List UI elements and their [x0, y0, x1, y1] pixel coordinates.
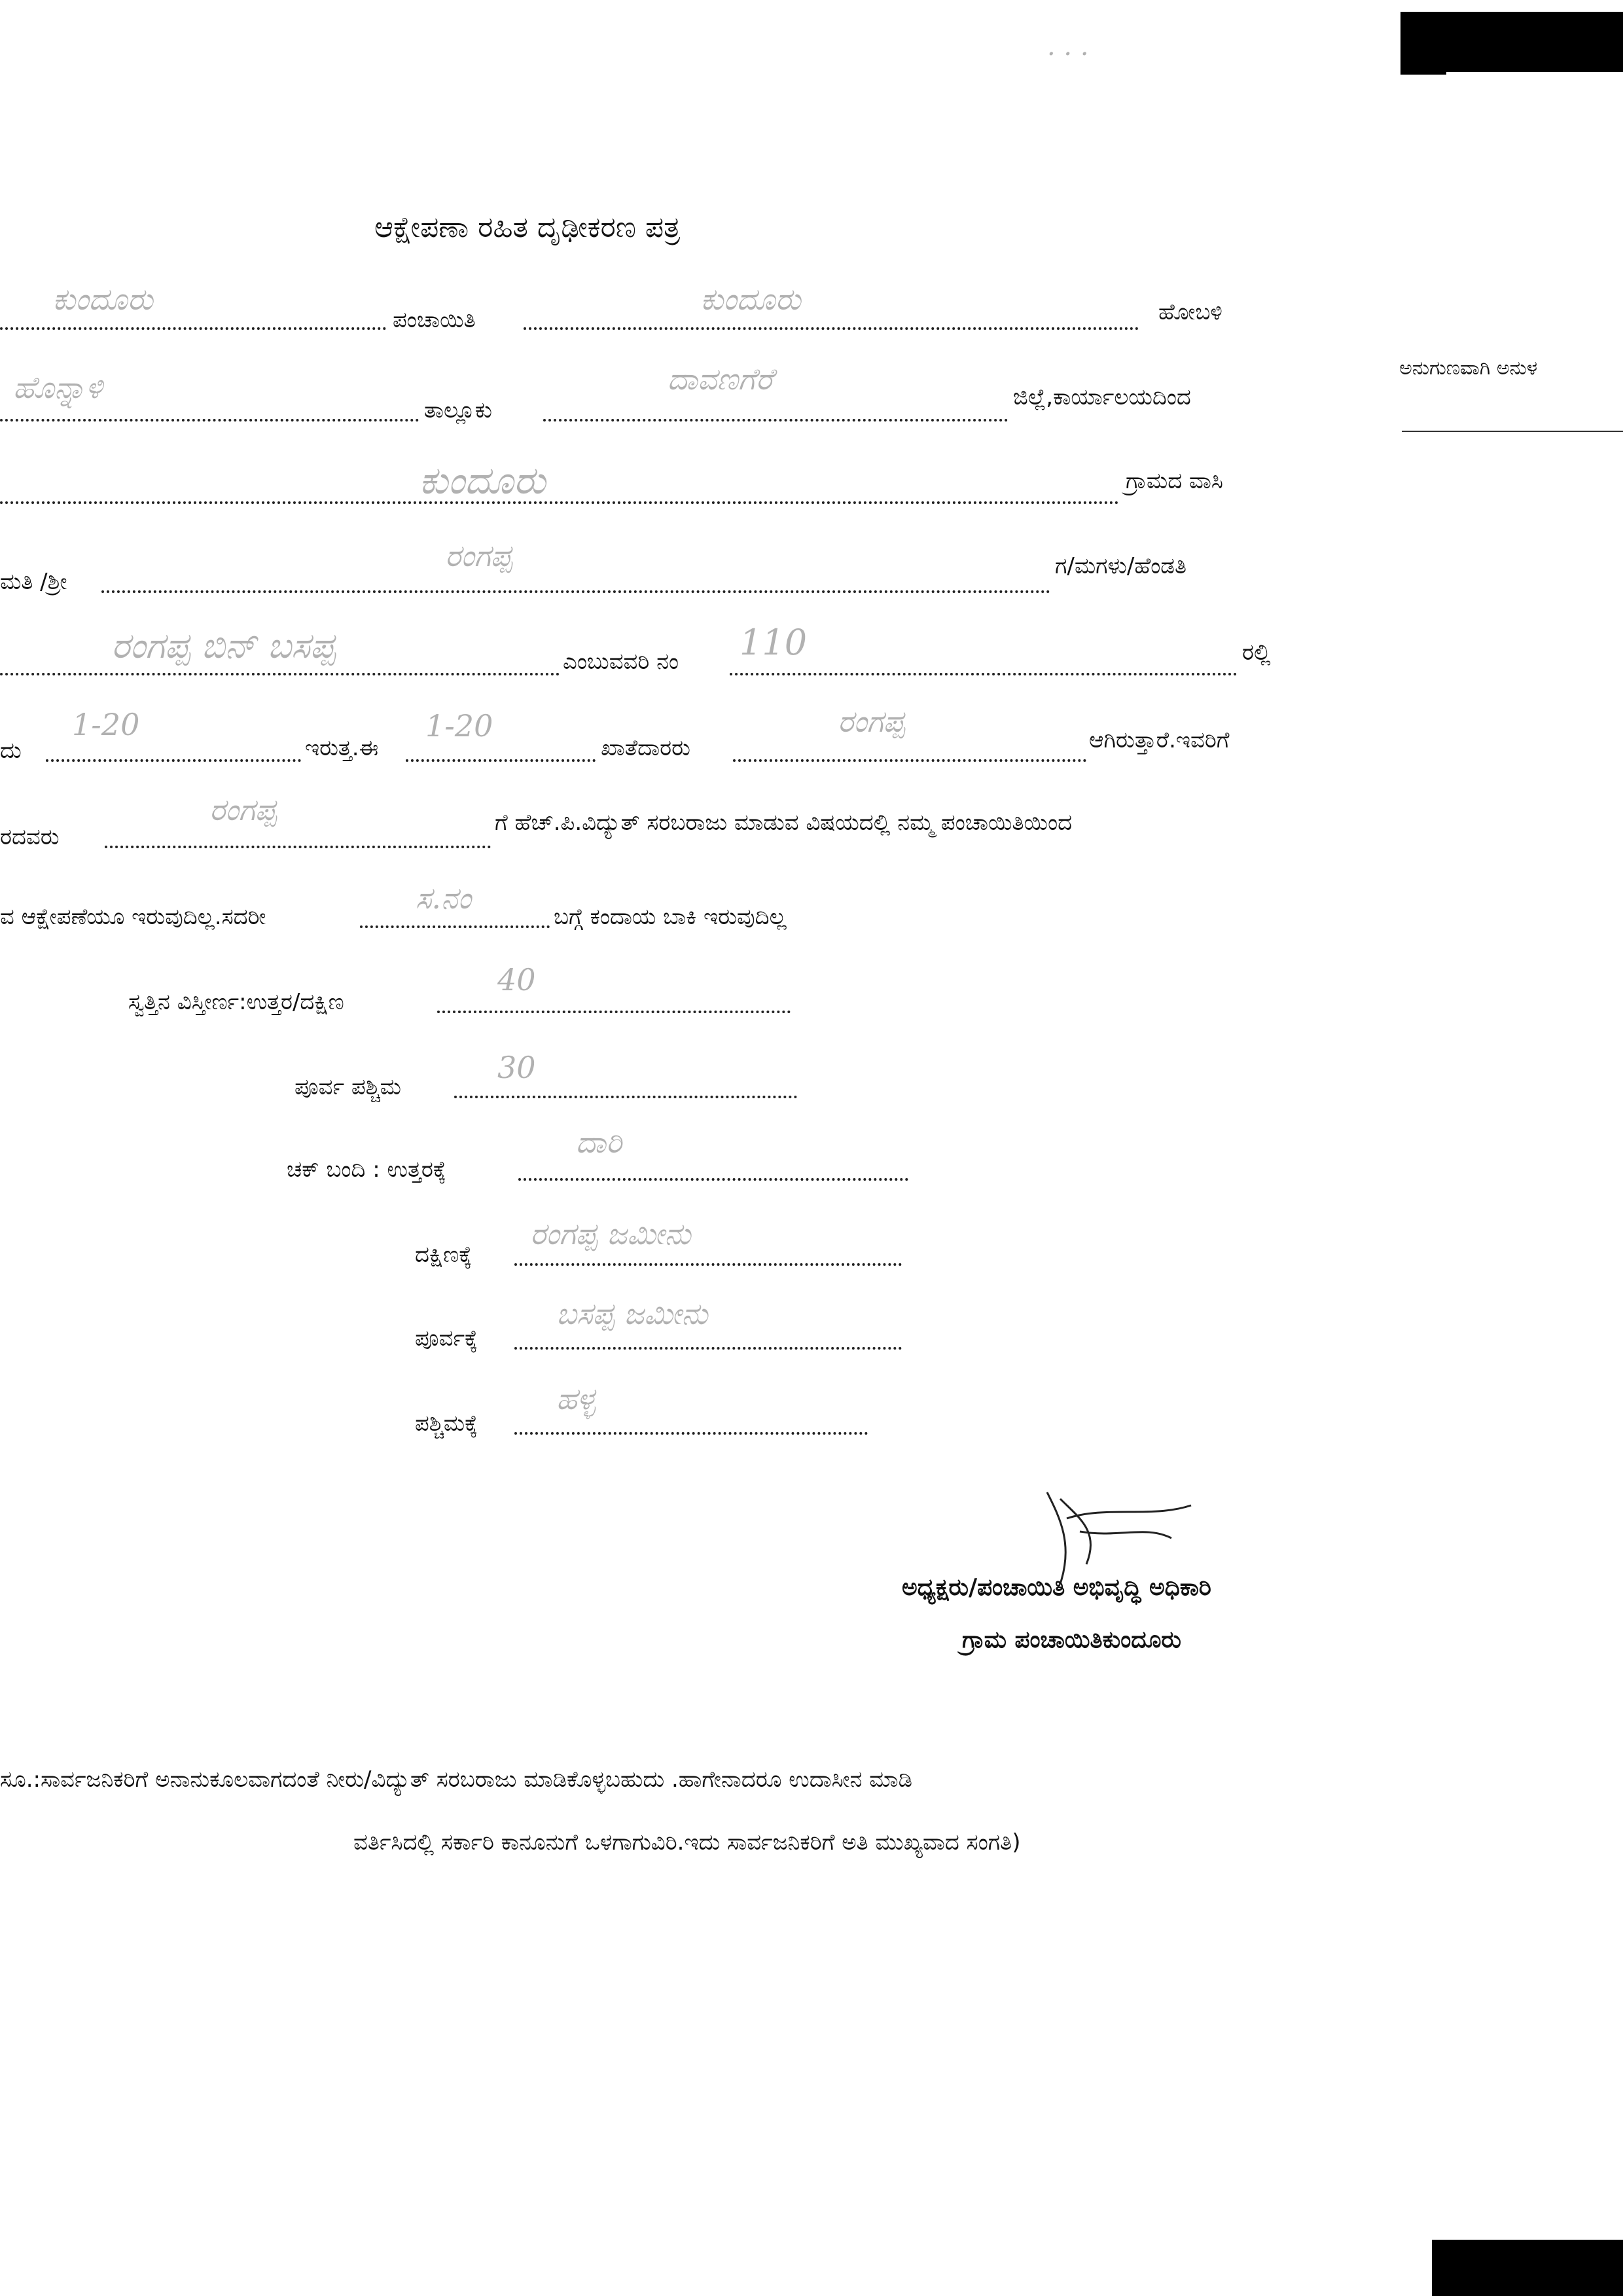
dotted-field	[514, 1263, 902, 1266]
handwritten-west-boundary: ಹಳ್ಳ	[556, 1381, 596, 1416]
label-hp-supply: ಗೆ ಹೆಚ್.ಪಿ.ವಿದ್ಯುತ್ ಸರಬರಾಜು ಮಾಡುವ ವಿಷಯದಲ್ಲಿ ನಮ್ಮ ಪಂಚಾಯಿತಿಯಿಂದ	[495, 810, 1073, 836]
label-north-south: ಸ್ವತ್ತಿನ ವಿಸ್ತೀರ್ಣ:ಉತ್ತರ/ದಕ್ಷಿಣ	[128, 989, 344, 1015]
dotted-field	[0, 673, 560, 675]
dotted-field	[360, 925, 550, 928]
note-line-2: ವರ್ತಿಸಿದಲ್ಲಿ ಸರ್ಕಾರಿ ಕಾನೂನುಗೆ ಒಳಗಾಗುವಿರಿ.ಇದು ಸಾರ್ವಜನಿಕರಿಗೆ ಅತಿ ಮುಖ್ಯವಾದ ಸಂಗತಿ)	[353, 1829, 1021, 1856]
handwritten-panchayat: ಕುಂದೂರು	[52, 281, 153, 317]
page-number-mark: · · ·	[1047, 39, 1089, 69]
handwritten-extent-2: 1-20	[425, 708, 493, 744]
dotted-field	[518, 1178, 908, 1181]
handwritten-south-boundary: ರಂಗಪ್ಪ ಜಮೀನು	[530, 1216, 691, 1251]
dotted-field	[454, 1096, 797, 1098]
label-south: ದಕ್ಷಿಣಕ್ಕೆ	[415, 1242, 473, 1268]
dotted-field	[406, 759, 596, 762]
page-title: ಆಕ್ಷೇಪಣಾ ರಹಿತ ದೃಢೀಕರಣ ಪತ್ರ	[374, 211, 681, 244]
dotted-field	[514, 1347, 902, 1350]
handwritten-applicant: ರಂಗಪ್ಪ	[209, 792, 277, 827]
scan-mark-top-right-notch	[1400, 65, 1446, 75]
dotted-field	[101, 590, 1050, 593]
handwritten-extent: 1-20	[72, 707, 140, 742]
signatory-designation: ಅಧ್ಯಕ್ಷರು/ಪಂಚಾಯಿತಿ ಅಭಿವೃದ್ಧಿ ಅಧಿಕಾರಿ	[902, 1574, 1211, 1601]
label-shri: ಮತಿ /ಶ್ರೀ	[0, 569, 67, 595]
office-place: ಕುಂದೂರು	[1102, 1626, 1181, 1653]
dotted-field	[730, 673, 1237, 675]
handwritten-hobali: ಕುಂದೂರು	[700, 281, 801, 317]
label-jille: ಜಿಲ್ಲೆ,ಕಾರ್ಯಾಲಯದಿಂದ	[1013, 384, 1191, 410]
label-east: ಪೂರ್ವಕ್ಕೆ	[415, 1325, 478, 1352]
label-chakbandi-north: ಚಕ್ ಬಂದಿ : ಉತ್ತರಕ್ಕೆ	[287, 1157, 446, 1183]
label-maga-magalu: ಗ/ಮಗಳು/ಹೆಂಡತಿ	[1055, 553, 1186, 579]
label-east-west: ಪೂರ್ವ ಪಶ್ಚಿಮ	[294, 1074, 401, 1100]
dotted-field	[0, 327, 386, 330]
dotted-field	[543, 419, 1008, 422]
office-name: ಗ್ರಾಮ ಪಂಚಾಯಿತಿ	[962, 1626, 1103, 1653]
label-khatedararu: ಖಾತೆದಾರರು	[601, 735, 690, 761]
signatory-office	[962, 1628, 1181, 1652]
label-taluku: ತಾಲ್ಲೂಕು	[424, 397, 492, 423]
dotted-field	[524, 327, 1139, 330]
dotted-field	[514, 1432, 868, 1435]
handwritten-taluk: ಹೊನ್ನಾಳಿ	[13, 370, 103, 405]
label-iruttha: ಇರುತ್ತ.ಈ	[305, 735, 379, 761]
handwritten-district: ದಾವಣಗೆರೆ	[668, 361, 773, 397]
handwritten-khatedar: ರಂಗಪ್ಪ	[838, 704, 905, 739]
label-embuvavari: ಎಂಬುವವರಿ ನಂ	[563, 649, 679, 675]
scan-mark-bottom-right	[1432, 2240, 1623, 2296]
adjacent-page-rule	[1402, 431, 1623, 432]
handwritten-property: ಸ.ನಂ	[416, 880, 472, 916]
label-hobali: ಹೋಬಳಿ	[1158, 299, 1222, 325]
dotted-field	[46, 759, 301, 762]
label-no-objection: ವ ಆಕ್ಷೇಪಣೆಯೂ ಇರುವುದಿಲ್ಲ.ಸದರೀ	[0, 904, 266, 930]
handwritten-village: ಕುಂದೂರು	[419, 458, 546, 503]
handwritten-north-boundary: ದಾರಿ	[576, 1124, 622, 1160]
label-ralli: ರಲ್ಲಿ	[1242, 639, 1271, 666]
dotted-field	[0, 419, 419, 422]
handwritten-survey-no: 110	[740, 622, 808, 663]
handwritten-father-name: ರಂಗಪ್ಪ ಬಿನ್ ಬಸಪ್ಪ	[111, 625, 336, 666]
label-gramada-vasi: ಗ್ರಾಮದ ವಾಸಿ	[1126, 468, 1223, 494]
handwritten-north-south: 40	[497, 962, 536, 997]
dotted-field	[733, 759, 1086, 762]
label-radavaru: ರದವರು	[0, 824, 60, 850]
label-no-tax-due: ಬಗ್ಗೆ ಕಂದಾಯ ಬಾಕಿ ಇರುವುದಿಲ್ಲ	[554, 904, 787, 930]
label-agiruttare: ಆಗಿರುತ್ತಾರೆ.ಇವರಿಗೆ	[1089, 727, 1230, 753]
label-du: ದು	[0, 738, 22, 764]
label-west: ಪಶ್ಚಿಮಕ್ಕೆ	[415, 1410, 478, 1437]
dotted-field	[0, 501, 1119, 504]
handwritten-east-west: 30	[497, 1050, 536, 1085]
scan-mark-top-right	[1400, 12, 1623, 72]
dotted-field	[437, 1011, 791, 1013]
note-line-1: ಸೂ.:ಸಾರ್ವಜನಿಕರಿಗೆ ಅನಾನುಕೂಲವಾಗದಂತೆ ನೀರು/ವಿದ್ಯುತ್ ಸರಬರಾಜು ಮಾಡಿಕೊಳ್ಳಬಹುದು .ಹಾಗೇನಾದರೂ ಉದಾಸೀನ ಮಾಡಿ	[0, 1767, 912, 1793]
handwritten-east-boundary: ಬಸಪ್ಪ ಜಮೀನು	[556, 1296, 708, 1331]
label-panchayithi: ಪಂಚಾಯಿತಿ	[393, 307, 476, 333]
dotted-field	[105, 846, 491, 848]
handwritten-name: ರಂಗಪ್ಪ	[445, 538, 512, 573]
adjacent-page-text: ಅನುಗುಣವಾಗಿ ಅನುಳ	[1399, 357, 1538, 380]
